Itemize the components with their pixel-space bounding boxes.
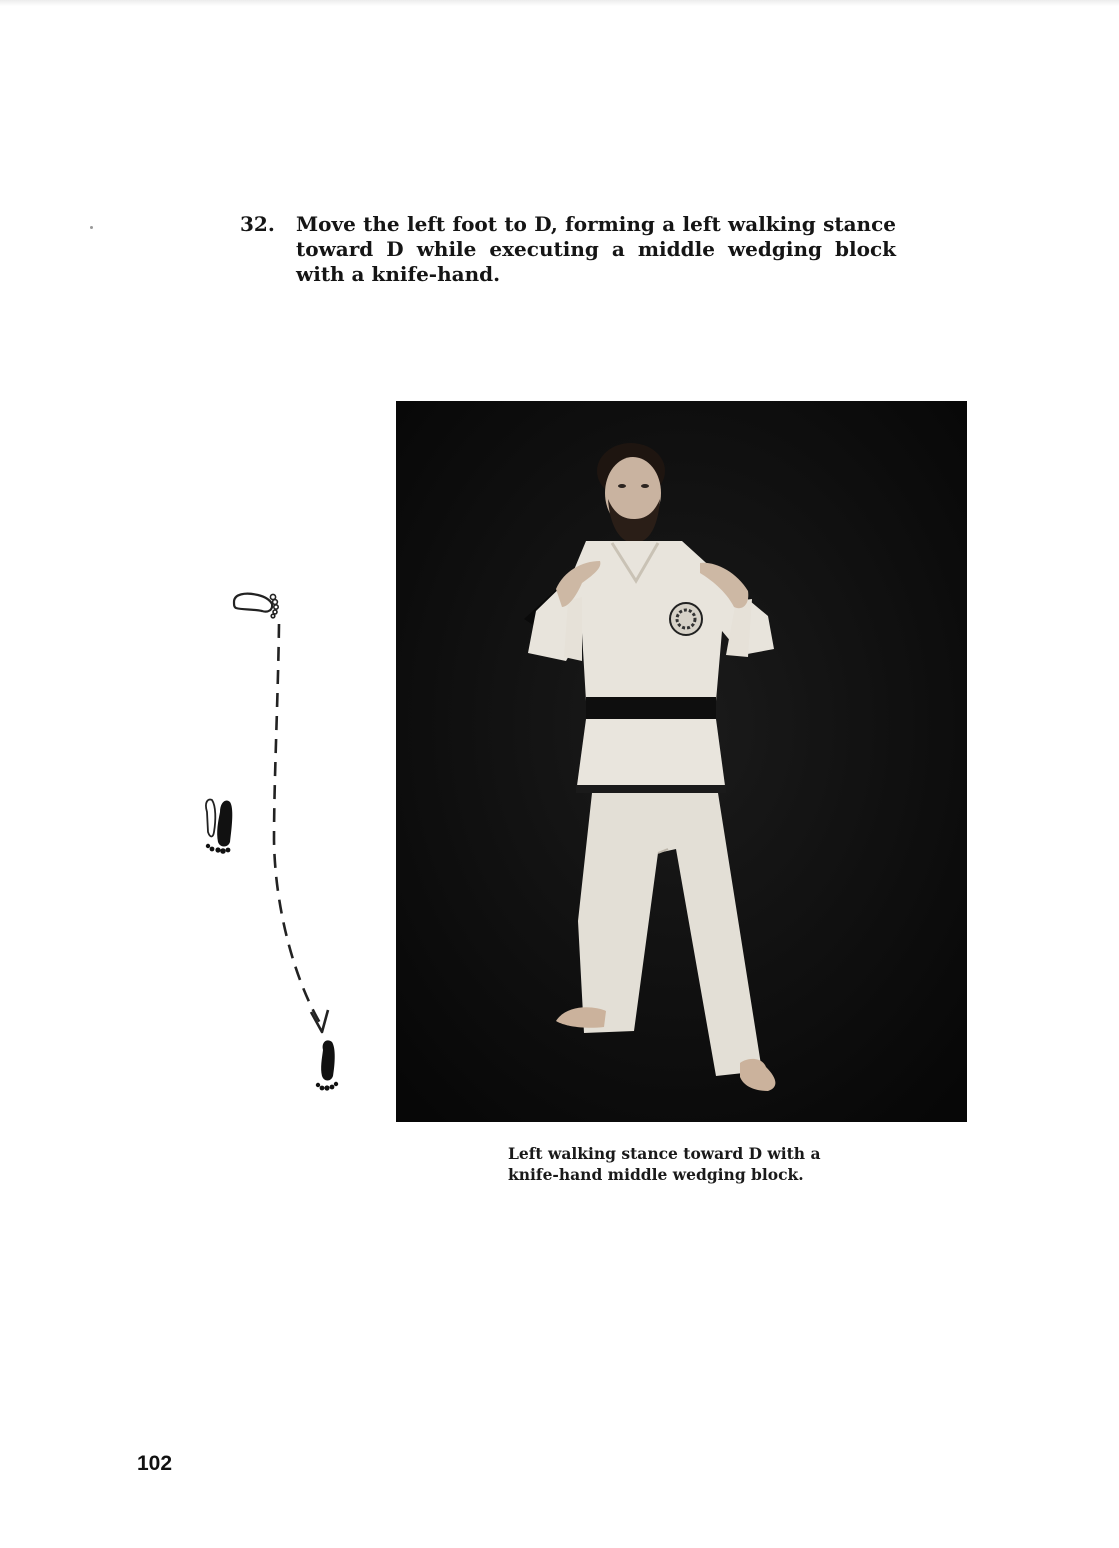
photo-caption — [508, 1143, 878, 1185]
instruction-step — [240, 212, 900, 287]
stance-photo — [396, 401, 967, 1122]
foot-outline-start-icon — [234, 594, 278, 618]
foot-filled-end-icon — [316, 1040, 338, 1090]
step-text: Move the left foot to D, forming a left walking stance toward D while executing a middle wedging block with a knife-hand. — [296, 212, 896, 286]
caption-line-1: Left walking stance toward D with a — [508, 1144, 821, 1163]
page-top-shade — [0, 0, 1119, 6]
scan-speck — [90, 226, 93, 229]
feet-stationary-icon — [206, 800, 233, 854]
movement-path — [274, 624, 320, 1023]
caption-line-2: knife-hand middle wedging block. — [508, 1165, 804, 1184]
page-number: 102 — [137, 1452, 173, 1475]
martial-artist-figure — [396, 401, 967, 1122]
footwork-diagram — [190, 580, 360, 1100]
step-number: 32. — [240, 212, 275, 236]
